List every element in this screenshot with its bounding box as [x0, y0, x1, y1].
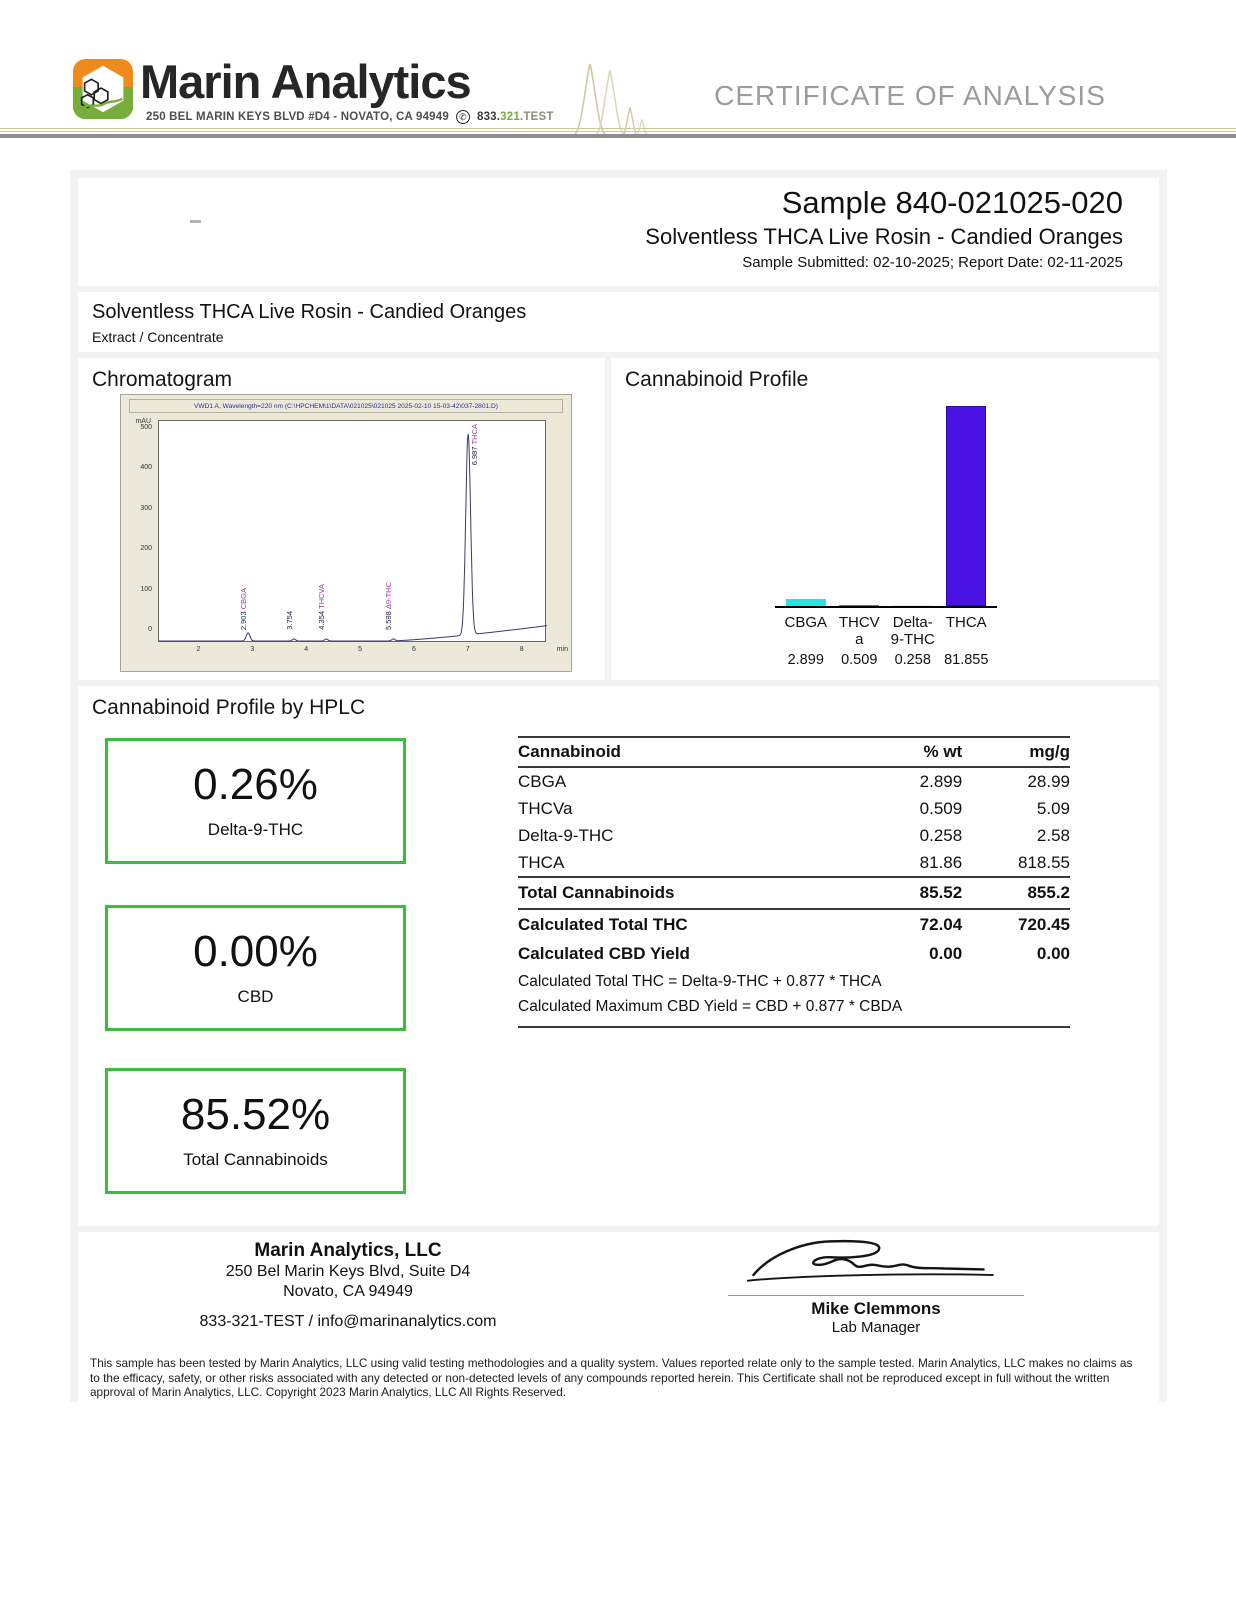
y-tick-label: 0 [148, 625, 152, 633]
x-tick-label: 7 [465, 646, 470, 653]
header-rule-gray [0, 134, 1236, 138]
sample-product-name: Solventless THCA Live Rosin - Candied Oranges [645, 223, 1123, 249]
phone-icon: ✆ [456, 110, 470, 124]
table-cell: 28.99 [1027, 771, 1070, 791]
bar-category-text: CBGA [784, 614, 827, 631]
table-body [518, 767, 1070, 1027]
chromatogram-file-header: VWD1 A, Wavelength=220 nm (C:\HPCHEM\1\DATA\021025\021025 2025-02-10 15-03-42\037-2801.D) [129, 399, 563, 413]
table-cell: 2.58 [1036, 825, 1070, 845]
table-row [518, 795, 1070, 822]
y-axis-unit-label: mAU [135, 418, 151, 425]
peak-retention-time: 3.754 [284, 611, 294, 630]
table-head [518, 737, 1070, 767]
table-cell: 0.509 [919, 798, 963, 818]
table-row [518, 822, 1070, 849]
table-cell: 0.00 [1036, 943, 1070, 963]
table-cell: 85.52 [874, 877, 962, 909]
peak-compound-name: Δ9-THC [384, 582, 394, 612]
product-panel [78, 292, 1159, 352]
table-cell: 81.86 [919, 852, 963, 872]
table-cell: THCA [518, 852, 565, 872]
highlight-label: Total Cannabinoids [183, 1150, 328, 1170]
table-cell: 5.09 [1036, 798, 1070, 818]
sample-id: Sample 840-021025-020 [781, 185, 1123, 220]
table-cell: Total Cannabinoids [518, 877, 874, 909]
signer-title: Lab Manager [831, 1319, 921, 1336]
bar-chart-value-labels [775, 652, 997, 668]
bar-column [886, 605, 940, 607]
product-type: Extract / Concentrate [92, 329, 224, 345]
total-row [518, 877, 1070, 909]
y-tick-label: 300 [140, 504, 152, 512]
lab-company-name: Marin Analytics, LLC [254, 1240, 442, 1261]
cannabinoid-profile-panel [611, 358, 1159, 680]
table-cell: 72.04 [919, 914, 963, 934]
bar-value-label: 0.509 [841, 652, 878, 668]
bar-chart-category-labels [775, 614, 997, 650]
x-tick-label: 4 [304, 646, 309, 653]
col-header-cannabinoid: Cannabinoid [518, 737, 874, 767]
cannabinoid-table [518, 736, 1070, 1028]
chromatogram-widget [120, 394, 572, 672]
peak-annotation [318, 584, 326, 630]
bar-category-label [886, 614, 940, 650]
bar-thca [946, 406, 986, 606]
lab-address-line2: Novato, CA 94949 [283, 1283, 413, 1300]
peak-annotation [286, 611, 294, 630]
highlight-box-cbd [105, 905, 406, 1031]
table-header-row [518, 737, 1070, 767]
highlight-value: 85.52% [180, 1089, 331, 1139]
signature-image [731, 1232, 1021, 1290]
chromatogram-y-axis [121, 420, 155, 642]
col-header-wt: % wt [874, 737, 962, 767]
hplc-section-title: Cannabinoid Profile by HPLC [92, 696, 366, 719]
col-header-mgg: mg/g [962, 737, 1070, 767]
highlight-box-delta9thc [105, 738, 406, 864]
x-tick-label: 5 [358, 646, 363, 653]
certificate-title: CERTIFICATE OF ANALYSIS [714, 80, 1106, 111]
lab-address-line1: 250 Bel Marin Keys Blvd, Suite D4 [225, 1263, 471, 1280]
highlight-box-total-cannabinoids [105, 1068, 406, 1194]
x-tick-label: 6 [412, 646, 416, 653]
bar-category-label [833, 614, 887, 650]
highlight-label: CBD [237, 987, 274, 1007]
peak-retention-time: 6.987 [470, 446, 480, 466]
scan-artifact-dash [190, 220, 201, 223]
y-tick-label: 100 [140, 585, 152, 593]
bar-category-text: THCA [945, 614, 987, 631]
table-cell: Delta-9-THC [518, 825, 614, 845]
peak-retention-time: 5.598 [384, 611, 394, 630]
cannabinoid-bar-chart [775, 406, 997, 668]
bar-value-label: 2.899 [787, 652, 824, 668]
bar-category-text: THCVa [838, 614, 880, 649]
table-cell: 2.899 [919, 771, 963, 791]
chromatogram-panel [78, 358, 605, 680]
x-tick-label: 2 [196, 646, 201, 653]
y-tick-label: 200 [140, 545, 152, 553]
peak-annotation [240, 588, 248, 630]
peak-compound-name: CBGA [239, 587, 249, 612]
peak-compound-name: THCVA [317, 584, 327, 612]
chromatogram-body [121, 416, 571, 668]
lab-contact-block [173, 1240, 523, 1331]
table-cell: 0.258 [919, 825, 963, 845]
y-tick-label: 400 [140, 464, 152, 472]
table-cell: Calculated CBD Yield [518, 943, 690, 963]
bar-column [940, 406, 994, 606]
table-row [518, 767, 1070, 795]
lab-contact-line: 833-321-TEST / info@marinanalytics.com [199, 1313, 497, 1330]
x-axis-unit-label: min [556, 646, 568, 653]
bar-chart-plot-area [775, 406, 997, 608]
peak-retention-time: 2.903 [239, 611, 249, 630]
chromatogram-x-axis [158, 646, 568, 658]
peak-retention-time: 4.354 [317, 611, 327, 630]
table-cell: 720.45 [1018, 914, 1070, 934]
table-cell: 0.00 [929, 943, 963, 963]
signer-name: Mike Clemmons [811, 1299, 941, 1318]
table-row [518, 849, 1070, 877]
header-rule-olive-1 [0, 128, 1236, 129]
highlight-value: 0.00% [193, 926, 318, 976]
footer-panel [78, 1232, 1159, 1402]
bar-column [833, 605, 887, 607]
highlight-value: 0.26% [193, 759, 318, 809]
peak-compound-name: THCA [470, 424, 480, 447]
bar-column [779, 599, 833, 606]
brand-logo-icon [72, 58, 134, 125]
brand-name: Marin Analytics [140, 55, 471, 108]
peak-annotation [385, 582, 393, 630]
x-tick-label: 3 [250, 646, 255, 653]
bar-value-label: 81.855 [944, 652, 989, 668]
footnote-row [518, 993, 1070, 1027]
bar-value-label: 0.258 [894, 652, 931, 668]
product-name: Solventless THCA Live Rosin - Candied Oranges [92, 301, 527, 323]
bar-thcva [839, 605, 879, 607]
bar-delta-9-thc [893, 605, 933, 607]
bar-category-label [940, 614, 994, 650]
sample-dates: Sample Submitted: 02-10-2025; Report Date: 02-11-2025 [742, 254, 1123, 272]
table-cell: Calculated Total THC [518, 914, 688, 934]
brand-phone: 833.321.TEST [476, 111, 554, 123]
sample-info-panel [78, 178, 1159, 286]
brand-address-row [146, 110, 626, 124]
calculated-row [518, 909, 1070, 939]
bar-cbga [786, 599, 826, 606]
header-rule-olive-2 [0, 131, 1236, 132]
sample-info [645, 184, 1123, 271]
table-cell: 855.2 [962, 877, 1070, 909]
chromatogram-plot [158, 420, 546, 642]
disclaimer-text: This sample has been tested by Marin Analytics, LLC using valid testing methodologies and a quality system. Values reported relate only to the sample tested. Marin Analytics, LLC makes no claims as to the efficacy, safety, or other risks associated with any detected or non-detected levels of any compounds reported herein. This Certificate shall not be reproduced except in full without the written approval of Marin Analytics, LLC. Copyright 2023 Marin Analytics, LLC All Rights Reserved. [90, 1356, 1133, 1400]
table-cell: THCVa [518, 798, 573, 818]
table-cell: 818.55 [1018, 852, 1070, 872]
footnote-row [518, 968, 1070, 993]
peak-annotation [471, 424, 479, 465]
y-tick-label: 500 [140, 424, 152, 432]
bar-category-label [779, 614, 833, 650]
footnote-text: Calculated Total THC = Delta-9-THC + 0.877 * THCA [518, 973, 882, 990]
profile-section-title: Cannabinoid Profile [625, 368, 809, 391]
calculated-row [518, 939, 1070, 968]
hplc-panel [78, 686, 1159, 1226]
brand-address: 250 BEL MARIN KEYS BLVD #D4 - NOVATO, CA 94949 [146, 111, 449, 123]
x-tick-label: 8 [519, 646, 524, 653]
highlight-label: Delta-9-THC [207, 820, 304, 840]
footnote-text: Calculated Maximum CBD Yield = CBD + 0.877 * CBDA [518, 993, 1070, 1027]
signature-block [728, 1232, 1024, 1336]
signature-rule [728, 1295, 1024, 1296]
chromatogram-section-title: Chromatogram [92, 368, 233, 391]
table-cell: CBGA [518, 771, 567, 791]
bar-category-text: Delta-9-THC [890, 614, 935, 649]
